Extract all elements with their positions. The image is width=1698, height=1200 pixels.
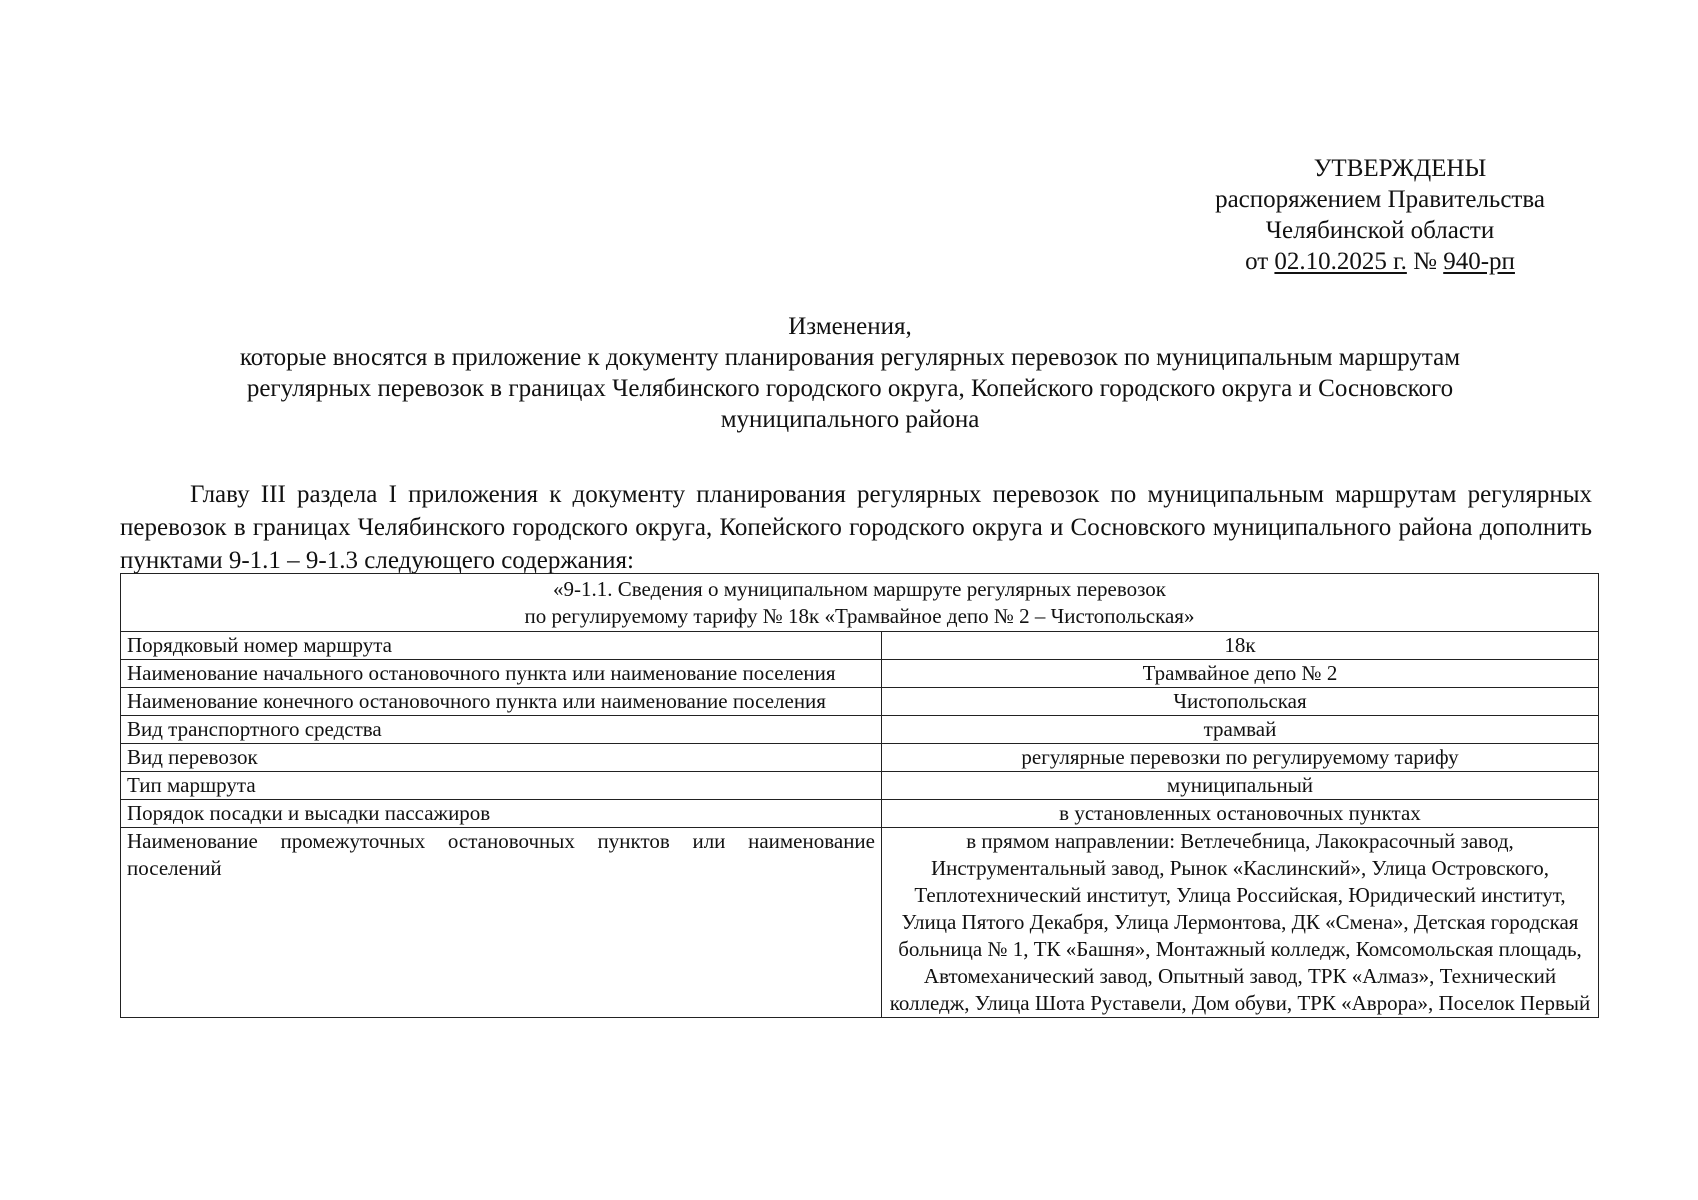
table-header-line-2: по регулируемому тарифу № 18к «Трамвайное депо № 2 – Чистопольская» <box>524 604 1195 628</box>
title-line-1: Изменения, <box>788 313 912 340</box>
row-label: Наименование промежуточных остановочных пунктов или наименование поселений <box>121 828 882 1018</box>
approval-issuer: распоряжением Правительства <box>1215 186 1545 213</box>
approval-date: 02.10.2025 г. <box>1274 248 1407 275</box>
approval-date-prefix: от <box>1245 248 1275 275</box>
row-value: 18к <box>882 632 1599 660</box>
row-label: Порядок посадки и высадки пассажиров <box>121 800 882 828</box>
title-line-3: регулярных перевозок в границах Челябинского городского округа, Копейского городского округа и Сосновского <box>246 375 1454 402</box>
table-row <box>121 716 1599 744</box>
row-label: Тип маршрута <box>121 772 882 800</box>
title-line-4: муниципального района <box>720 406 980 433</box>
table-row <box>121 688 1599 716</box>
table-header-line-1: «9-1.1. Сведения о муниципальном маршруте регулярных перевозок <box>552 577 1167 601</box>
table-row <box>121 800 1599 828</box>
table-row <box>121 632 1599 660</box>
row-value: в установленных остановочных пунктах <box>882 800 1599 828</box>
table-row <box>121 772 1599 800</box>
row-value: муниципальный <box>882 772 1599 800</box>
row-value: Чистопольская <box>882 688 1599 716</box>
row-value: в прямом направлении: Ветлечебница, Лакокрасочный завод, Инструментальный завод, Рынок «Каслинский», Улица Островского, Теплотехнический институт, Улица Российская, Юридический институт, Улица Пятого Декабря, Улица Лермонтова, ДК «Смена», Детская городская больница № 1, ТК «Башня», Монтажный колледж, Комсомольская площадь, Автомеханический завод, Опытный завод, ТРК «Алмаз», Технический колледж, Улица Шота Руставели, Дом обуви, ТРК «Аврора», Поселок Первый <box>882 828 1599 1018</box>
row-value: регулярные перевозки по регулируемому тарифу <box>882 744 1599 772</box>
approval-number: 940-рп <box>1443 248 1515 275</box>
approval-heading: УТВЕРЖДЕНЫ <box>1313 155 1487 182</box>
approval-number-prefix: № <box>1406 248 1444 275</box>
table-row <box>121 660 1599 688</box>
approval-date-number <box>1120 246 1640 277</box>
approval-region: Челябинской области <box>1265 217 1495 244</box>
row-value: Трамвайное депо № 2 <box>882 660 1599 688</box>
row-label: Наименование начального остановочного пункта или наименование поселения <box>121 660 882 688</box>
table-header-cell <box>121 574 1599 632</box>
row-label: Порядковый номер маршрута <box>121 632 882 660</box>
approval-stamp-block <box>1120 153 1640 277</box>
title-line-2: которые вносятся в приложение к документу планирования регулярных перевозок по муниципальным маршрутам <box>239 344 1461 371</box>
table-row <box>121 744 1599 772</box>
table-row <box>121 828 1599 1018</box>
row-label: Наименование конечного остановочного пункта или наименование поселения <box>121 688 882 716</box>
intro-paragraph: Главу III раздела I приложения к документу планирования регулярных перевозок по муниципальным маршрутам регулярных перевозок в границах Челябинского городского округа, Копейского городского округа и Сосновского муниципального района дополнить пунктами 9-1.1 – 9-1.3 следующего содержания: <box>120 481 1592 574</box>
row-label: Вид перевозок <box>121 744 882 772</box>
route-info-table <box>120 573 1599 1018</box>
document-title <box>120 311 1580 435</box>
row-label: Вид транспортного средства <box>121 716 882 744</box>
row-value: трамвай <box>882 716 1599 744</box>
table-header-row <box>121 574 1599 632</box>
